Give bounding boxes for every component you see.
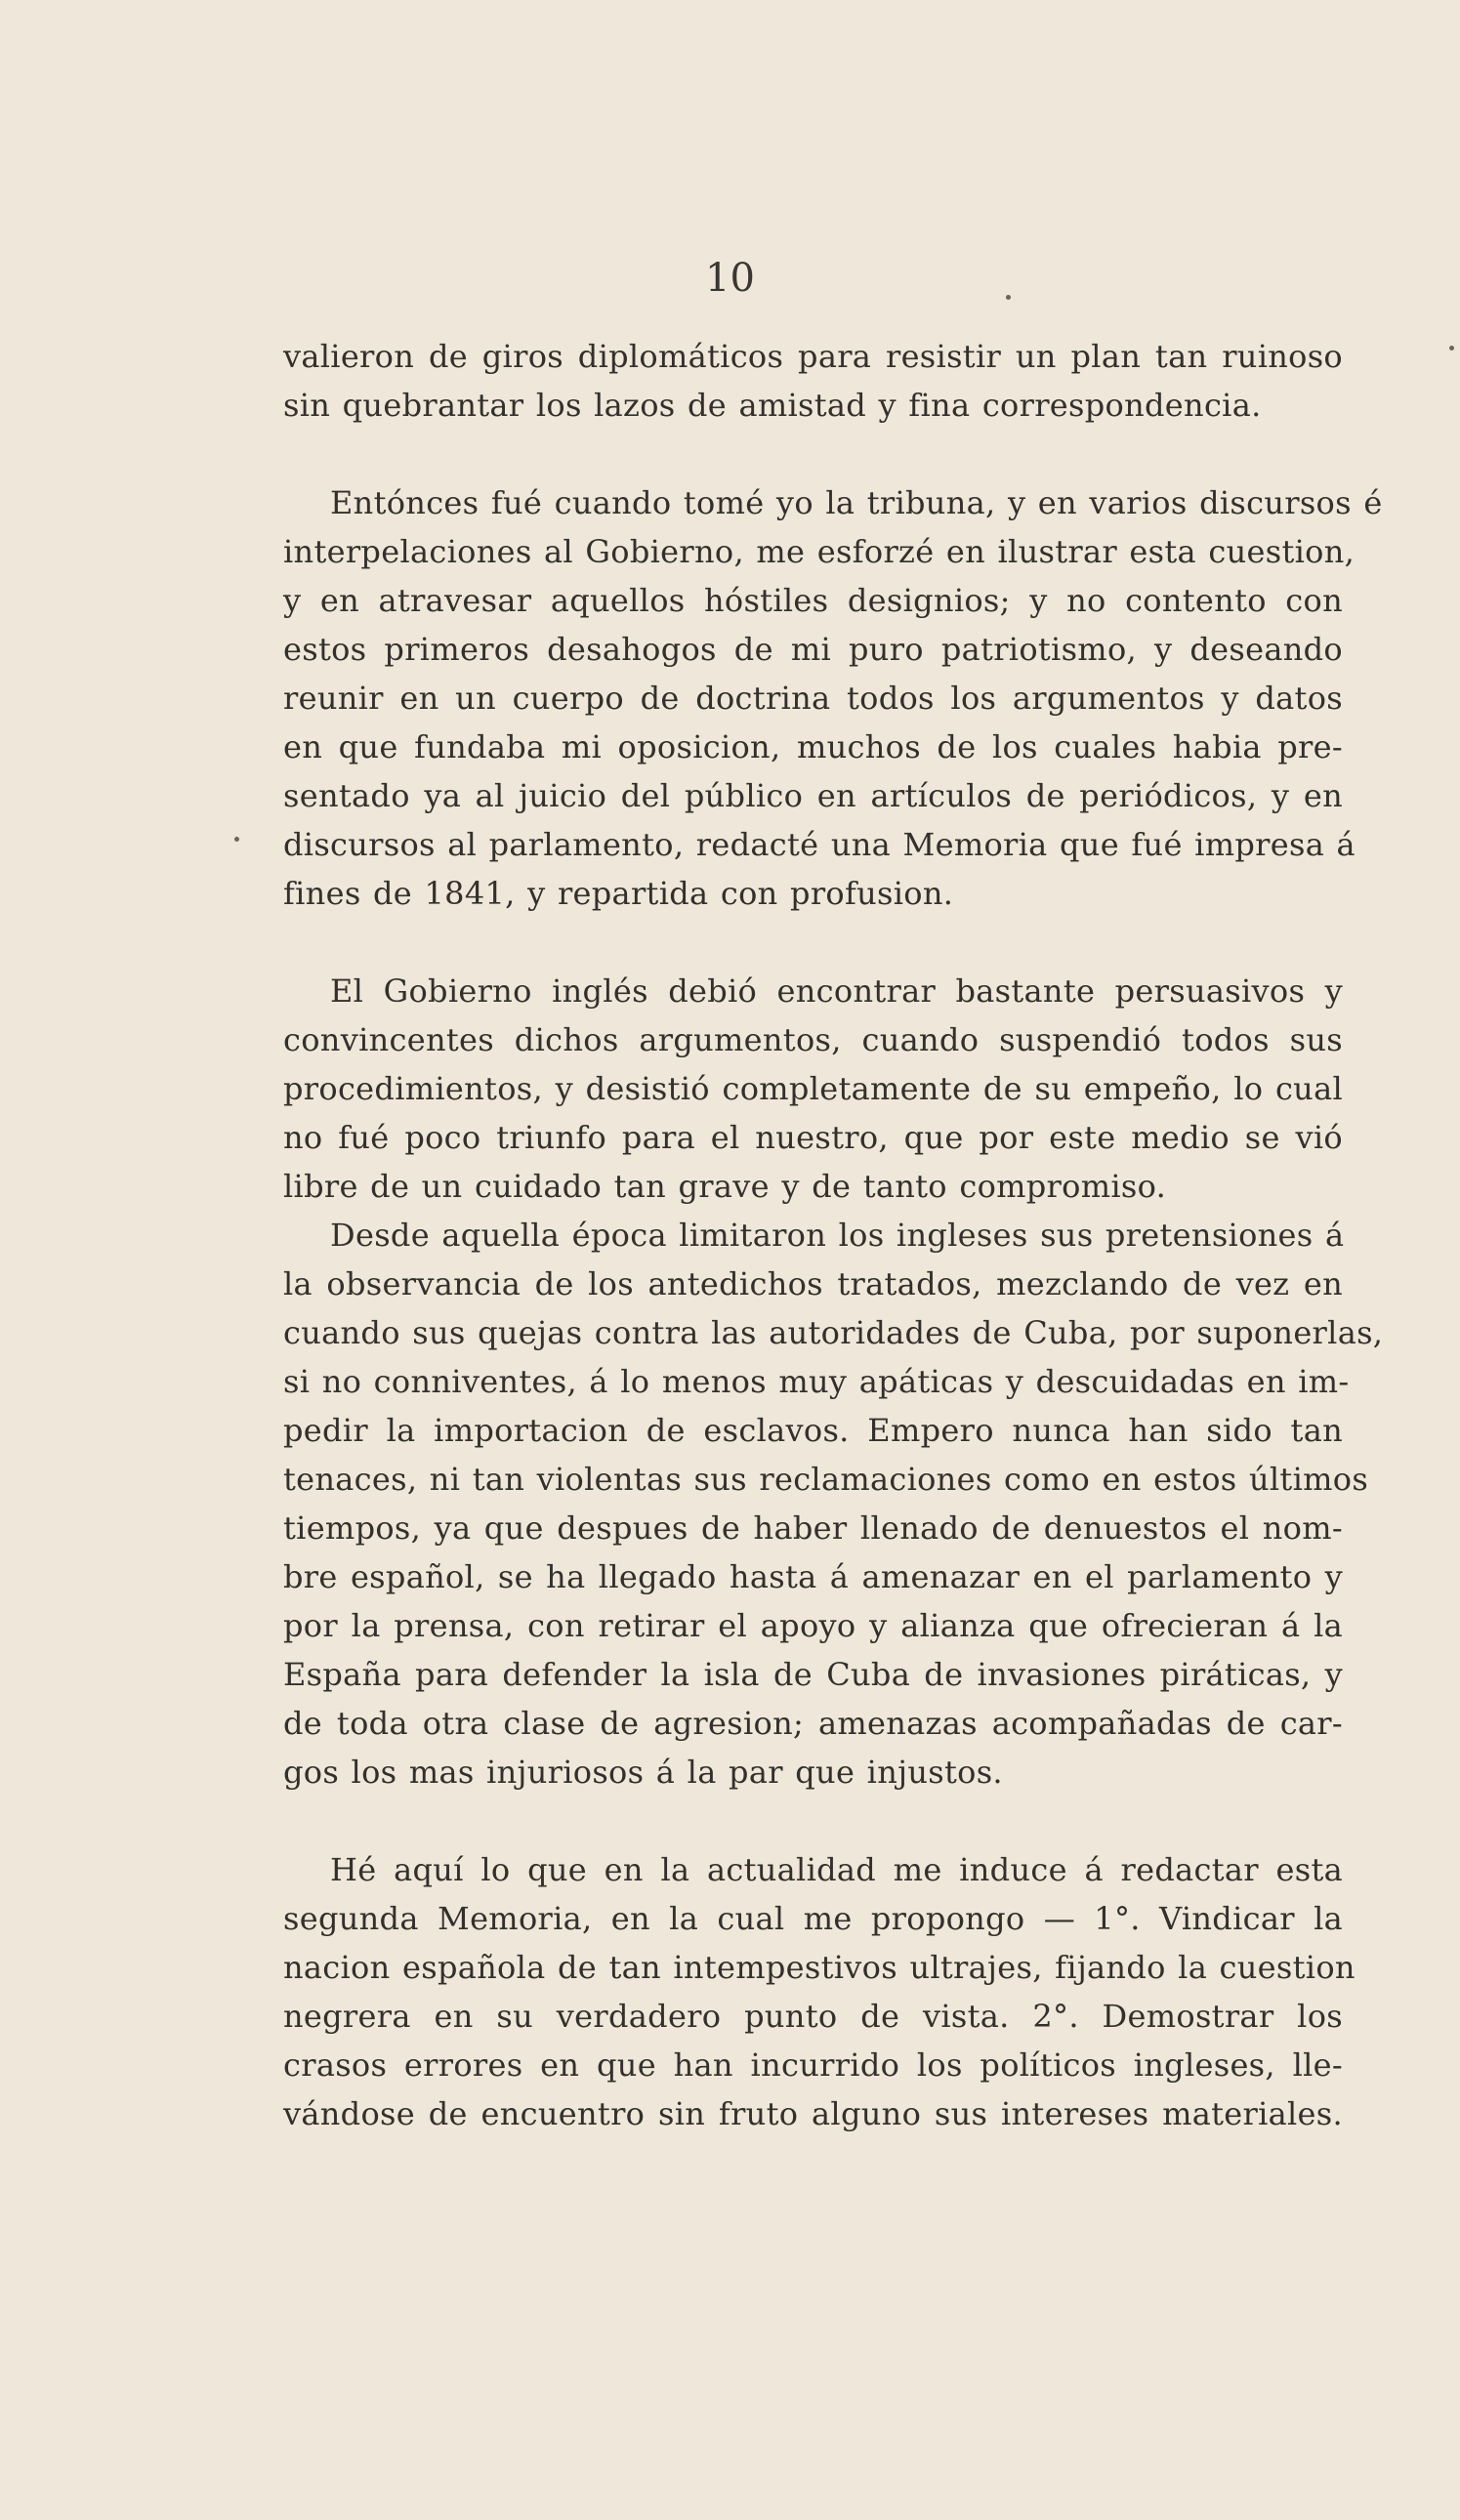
- text-line: fines de 1841, y repartida con profusion.: [283, 875, 954, 912]
- text-line: por la prensa, con retirar el apoyo y alianza que ofrecieran á la: [283, 1607, 1343, 1644]
- text-line: bre español, se ha llegado hasta á amenazar en el parlamento y: [283, 1558, 1343, 1595]
- text-line: y en atravesar aquellos hóstiles designios; y no contento con: [283, 582, 1343, 619]
- text-line: cuando sus quejas contra las autoridades de Cuba, por suponerlas,: [283, 1314, 1384, 1351]
- text-line: Entónces fué cuando tomé yo la tribuna, y en varios discursos é: [330, 484, 1383, 521]
- paragraph-5: [283, 1845, 1356, 2138]
- text-line: valieron de giros diplomáticos para resistir un plan tan ruinoso: [283, 338, 1343, 375]
- print-speck: [1006, 295, 1011, 300]
- paragraph-1: [283, 332, 1343, 430]
- text-line: gos los mas injuriosos á la par que injustos.: [283, 1754, 1003, 1791]
- paragraph-2: [283, 478, 1383, 918]
- text-line: sentado ya al juicio del público en artículos de periódicos, y en: [283, 777, 1343, 814]
- text-line: interpelaciones al Gobierno, me esforzé en ilustrar esta cuestion,: [283, 533, 1356, 570]
- paragraph-3: [283, 967, 1343, 1211]
- text-line: estos primeros desahogos de mi puro patriotismo, y deseando: [283, 631, 1343, 668]
- text-line: no fué poco triunfo para el nuestro, que por este medio se vió: [283, 1119, 1343, 1156]
- text-line: nacion española de tan intempestivos ultrajes, fijando la cuestion: [283, 1949, 1356, 1986]
- text-line: libre de un cuidado tan grave y de tanto compromiso.: [283, 1168, 1167, 1205]
- paragraph-4: [283, 1211, 1384, 1797]
- text-line: El Gobierno inglés debió encontrar bastante persuasivos y: [330, 972, 1343, 1010]
- text-line: en que fundaba mi oposicion, muchos de los cuales habia pre-: [283, 728, 1343, 765]
- text-line: crasos errores en que han incurrido los políticos ingleses, lle-: [283, 2046, 1343, 2084]
- text-line: sin quebrantar los lazos de amistad y fina correspondencia.: [283, 387, 1262, 424]
- text-line: tenaces, ni tan violentas sus reclamaciones como en estos últimos: [283, 1461, 1369, 1498]
- text-line: Desde aquella época limitaron los ingleses sus pretensiones á: [330, 1217, 1345, 1254]
- text-line: procedimientos, y desistió completamente de su empeño, lo cual: [283, 1070, 1343, 1107]
- page-number: 10: [705, 256, 755, 301]
- text-line: negrera en su verdadero punto de vista. 2°. Demostrar los: [283, 1998, 1343, 2035]
- text-line: reunir en un cuerpo de doctrina todos los argumentos y datos: [283, 680, 1343, 717]
- text-line: Hé aquí lo que en la actualidad me induce á redactar esta: [330, 1851, 1343, 1888]
- text-line: de toda otra clase de agresion; amenazas acompañadas de car-: [283, 1705, 1343, 1742]
- text-line: si no conniventes, á lo menos muy apáticas y descuidadas en im-: [283, 1363, 1350, 1400]
- text-line: segunda Memoria, en la cual me propongo — 1°. Vindicar la: [283, 1900, 1343, 1937]
- text-line: España para defender la isla de Cuba de invasiones piráticas, y: [283, 1656, 1343, 1693]
- text-line: pedir la importacion de esclavos. Empero nunca han sido tan: [283, 1412, 1343, 1449]
- text-line: la observancia de los antedichos tratados, mezclando de vez en: [283, 1265, 1343, 1302]
- print-speck: [1449, 346, 1454, 351]
- print-speck: [234, 837, 239, 842]
- text-line: discursos al parlamento, redacté una Memoria que fué impresa á: [283, 826, 1356, 863]
- text-line: convincentes dichos argumentos, cuando suspendió todos sus: [283, 1021, 1343, 1058]
- text-line: tiempos, ya que despues de haber llenado de denuestos el nom-: [283, 1509, 1343, 1547]
- text-line: vándose de encuentro sin fruto alguno sus intereses materiales.: [283, 2095, 1343, 2132]
